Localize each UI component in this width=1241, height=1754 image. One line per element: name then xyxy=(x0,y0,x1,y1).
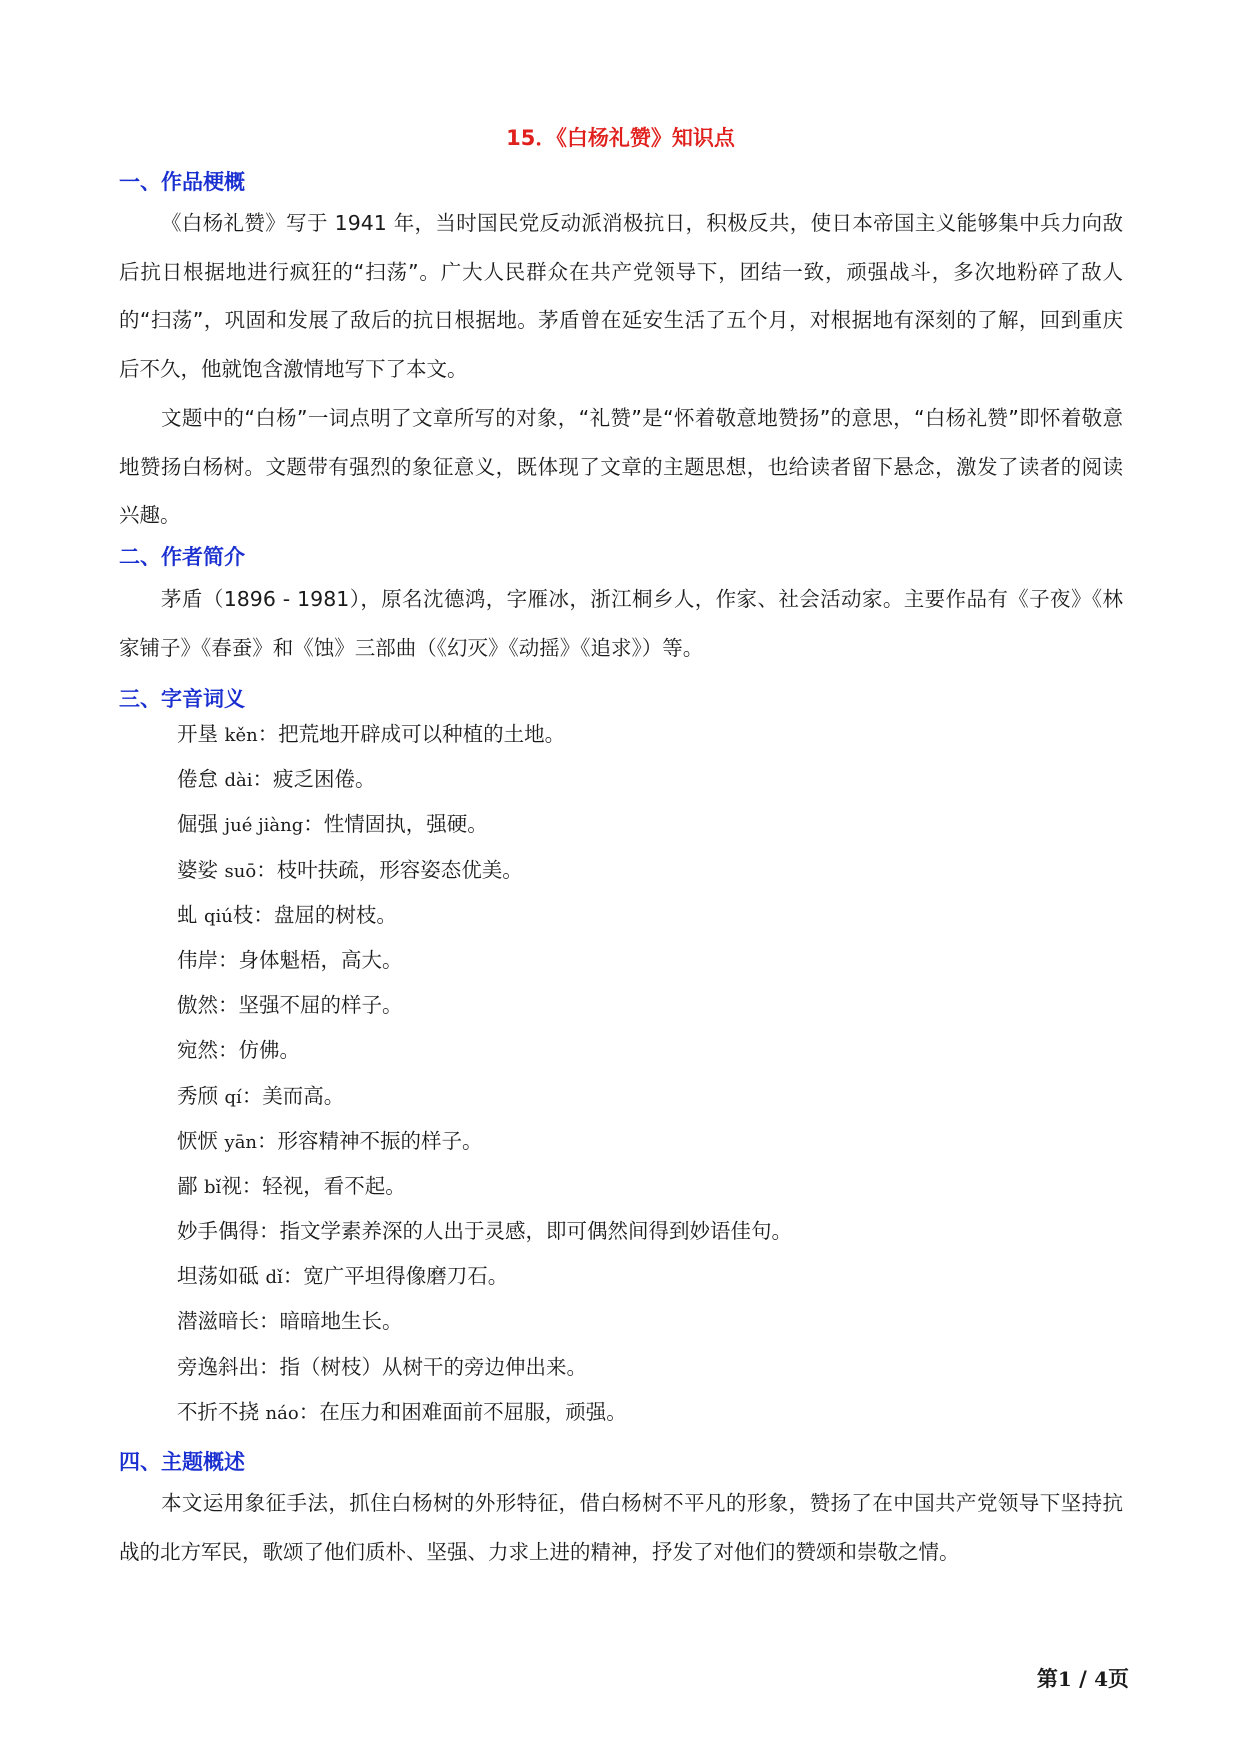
page-number-prefix: 第 xyxy=(1036,1667,1058,1691)
vocabulary-item xyxy=(177,944,1127,989)
vocabulary-definition: ：疲乏困倦。 xyxy=(252,767,376,792)
vocabulary-word: 恹恹 xyxy=(177,1128,218,1153)
vocabulary-item xyxy=(177,718,1127,763)
vocabulary-item xyxy=(177,899,1127,944)
theme-paragraph: 本文运用象征手法，抓住白杨树的外形特征，借白杨树不平凡的形象，赞扬了在中国共产党领导下坚持抗战的北方军民，歌颂了他们质朴、坚强、力求上进的精神，抒发了对他们的赞颂和崇敬之情。 xyxy=(119,1491,1123,1564)
section-heading-vocabulary: 三、字音词义 xyxy=(119,687,245,711)
vocabulary-word: 秀颀 xyxy=(177,1083,218,1108)
page-number-suffix: 页 xyxy=(1108,1667,1129,1691)
section-heading-theme: 四、主题概述 xyxy=(119,1450,245,1474)
vocabulary-word: 开垦 xyxy=(177,722,218,746)
page-title: 15．《白杨礼赞》知识点 xyxy=(506,126,735,150)
vocabulary-word: 鄙 xyxy=(177,1173,198,1198)
vocabulary-definition: 枝：盘屈的树枝。 xyxy=(232,902,397,927)
vocabulary-word: 倦怠 xyxy=(177,767,218,792)
vocabulary-word: 虬 xyxy=(177,902,198,927)
page-number-current: 1 xyxy=(1057,1667,1072,1691)
synopsis-paragraph-2: 文题中的“白杨”一词点明了文章所写的对象，“礼赞”是“怀着敬意地赞扬”的意思，“白杨礼赞”即怀着敬意地赞扬白杨树。文题带有强烈的象征意义，既体现了文章的主题思想，也给读者留下悬念，激发了读者的阅读兴趣。 xyxy=(119,406,1123,528)
vocabulary-definition: ：性情固执，强硬。 xyxy=(303,812,488,837)
vocabulary-word: 伟岸 xyxy=(177,947,218,972)
vocabulary-definition: ：把荒地开辟成可以种植的土地。 xyxy=(257,722,566,746)
vocabulary-pinyin: bǐ xyxy=(204,1176,222,1198)
vocabulary-item xyxy=(177,763,1127,808)
vocabulary-definition: ：枝叶扶疏，形容姿态优美。 xyxy=(256,857,523,882)
vocabulary-item xyxy=(177,1215,1127,1260)
vocabulary-item xyxy=(177,1260,1127,1305)
vocabulary-pinyin: qí xyxy=(224,1086,242,1108)
vocabulary-pinyin: kěn xyxy=(224,725,258,746)
vocabulary-pinyin: náo xyxy=(265,1402,299,1424)
vocabulary-item xyxy=(177,1170,1127,1215)
vocabulary-pinyin: yān xyxy=(224,1131,258,1153)
vocabulary-list xyxy=(177,718,1127,1441)
section-heading-synopsis: 一、作品梗概 xyxy=(119,170,245,194)
vocabulary-definition: ：宽广平坦得像磨刀石。 xyxy=(282,1264,509,1289)
page-number xyxy=(1037,1663,1129,1693)
vocabulary-pinyin: suō xyxy=(224,860,257,882)
vocabulary-definition: ：在压力和困难面前不屈服，顽强。 xyxy=(298,1399,627,1424)
vocabulary-pinyin: dài xyxy=(224,770,253,792)
vocabulary-word: 倔强 xyxy=(177,812,218,837)
vocabulary-definition: ：指（树枝）从树干的旁边伸出来。 xyxy=(259,1354,587,1379)
vocabulary-item xyxy=(177,989,1127,1034)
vocabulary-definition: ：形容精神不振的样子。 xyxy=(257,1128,483,1153)
vocabulary-item xyxy=(177,854,1127,899)
vocabulary-item xyxy=(177,808,1127,853)
page-number-total: 4 xyxy=(1094,1667,1108,1691)
vocabulary-word: 傲然 xyxy=(177,993,218,1018)
page-number-separator: / xyxy=(1071,1667,1095,1691)
vocabulary-definition: ：美而高。 xyxy=(241,1083,345,1108)
vocabulary-definition: 视：轻视，看不起。 xyxy=(221,1173,406,1198)
vocabulary-definition: ：指文学素养深的人出于灵感，即可偶然间得到妙语佳句。 xyxy=(259,1219,792,1244)
vocabulary-word: 不折不挠 xyxy=(177,1399,259,1424)
vocabulary-word: 婆娑 xyxy=(177,857,218,882)
synopsis-paragraph-1: 《白杨礼赞》写于 1941 年，当时国民党反动派消极抗日，积极反共，使日本帝国主义能够集中兵力向敌后抗日根据地进行疯狂的“扫荡”。广大人民群众在共产党领导下，团结一致，顽强战斗，多次地粉碎了敌人的“扫荡”，巩固和发展了敌后的抗日根据地。茅盾曾在延安生活了五个月，对根据地有深刻的了解，回到重庆后不久，他就饱含激情地写下了本文。 xyxy=(119,211,1123,381)
vocabulary-word: 潜滋暗长 xyxy=(177,1309,259,1334)
vocabulary-item xyxy=(177,1034,1127,1079)
author-paragraph: 茅盾（1896 - 1981），原名沈德鸿，字雁冰，浙江桐乡人，作家、社会活动家。主要作品有《子夜》《林家铺子》《春蚕》和《蚀》三部曲（《幻灭》《动摇》《追求》）等。 xyxy=(119,587,1123,660)
vocabulary-pinyin: jué jiàng xyxy=(224,815,304,837)
vocabulary-pinyin: dǐ xyxy=(265,1267,283,1289)
vocabulary-word: 旁逸斜出 xyxy=(177,1354,259,1379)
vocabulary-definition: ：坚强不屈的样子。 xyxy=(218,993,403,1018)
vocabulary-definition: ：仿佛。 xyxy=(218,1038,300,1063)
vocabulary-definition: ：暗暗地生长。 xyxy=(259,1309,403,1334)
vocabulary-item xyxy=(177,1080,1127,1125)
vocabulary-item xyxy=(177,1396,1127,1441)
vocabulary-item xyxy=(177,1305,1127,1350)
vocabulary-word: 坦荡如砥 xyxy=(177,1264,259,1289)
vocabulary-item xyxy=(177,1125,1127,1170)
vocabulary-pinyin: qiú xyxy=(204,905,233,927)
section-heading-author: 二、作者简介 xyxy=(119,545,245,569)
vocabulary-word: 妙手偶得 xyxy=(177,1219,259,1244)
vocabulary-word: 宛然 xyxy=(177,1038,218,1063)
vocabulary-item xyxy=(177,1351,1127,1396)
vocabulary-definition: ：身体魁梧，高大。 xyxy=(218,947,403,972)
